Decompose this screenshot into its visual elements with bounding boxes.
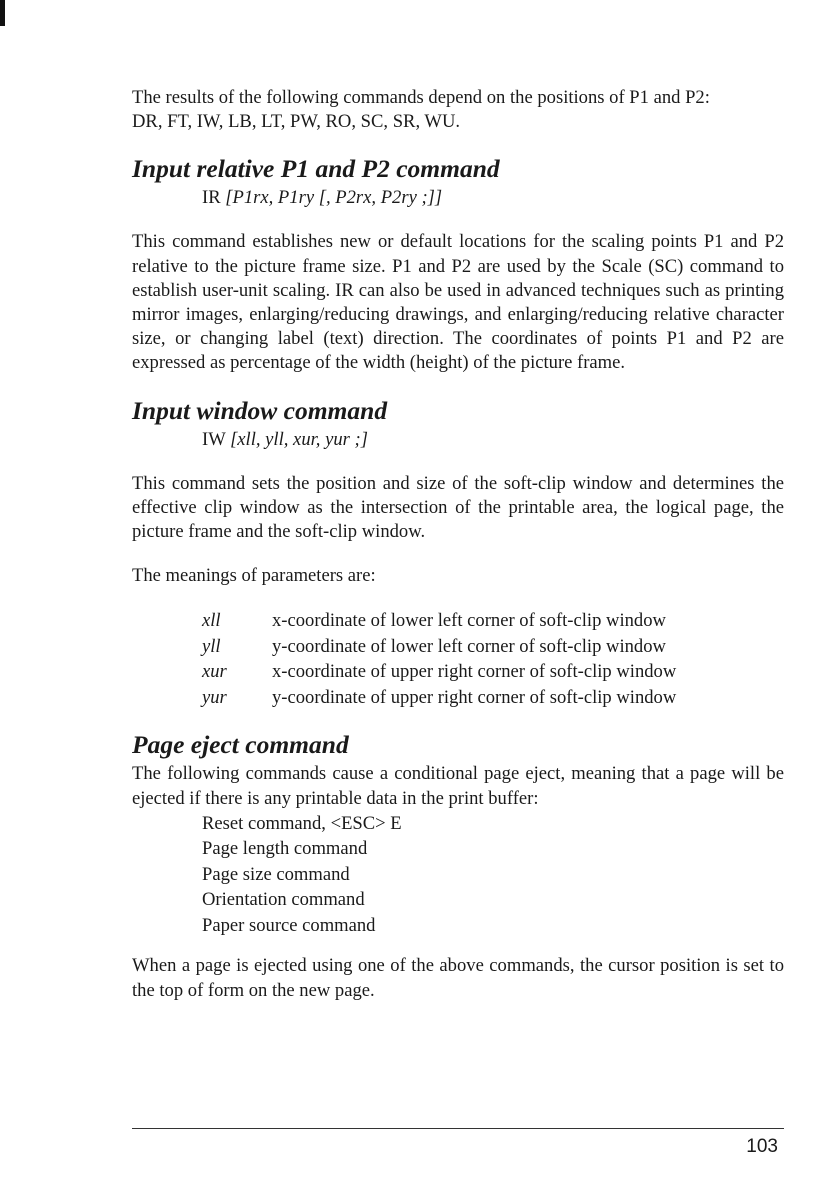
ir-body: This command establishes new or default locations for the scaling points P1 and P2 relative to the picture frame size. P1 and P2 are used by the Scale (SC) command to establish user-unit scaling. IR can also be used in advanced techniques such as printing mirror images, enlarging/reducing drawings, and enlarging/reducing relative character size, or changing label (text) direction. The coordinates of points P1 and P2 are expressed as percentage of the width (height) of the picture frame. — [132, 231, 784, 374]
param-name: yur — [202, 686, 227, 708]
ir-syntax-command: IR — [202, 187, 221, 209]
list-item: Reset command, <ESC> E — [202, 812, 402, 834]
param-desc: x-coordinate of lower left corner of soft-clip window — [272, 610, 666, 632]
param-desc: y-coordinate of lower left corner of soft-clip window — [272, 635, 666, 657]
list-item: Page length command — [202, 838, 368, 860]
iw-body: This command sets the position and size of the soft-clip window and determines the effective clip window as the intersection of the printable area, the logical page, the picture frame and the soft-clip window. — [132, 472, 784, 543]
param-name: yll — [202, 635, 221, 657]
pe-heading: Page eject command — [132, 730, 349, 760]
list-item: Paper source command — [202, 914, 376, 936]
list-item: Orientation command — [202, 889, 365, 911]
param-desc: y-coordinate of upper right corner of soft-clip window — [272, 686, 677, 708]
page-number: 103 — [746, 1136, 778, 1157]
ir-syntax — [202, 186, 784, 210]
iw-heading: Input window command — [132, 395, 388, 425]
param-row — [202, 659, 784, 685]
intro-line-1: The results of the following commands depend on the positions of P1 and P2: — [132, 87, 710, 108]
ir-heading: Input relative P1 and P2 command — [132, 154, 500, 184]
pe-closing: When a page is ejected using one of the above commands, the cursor position is set to the top of form on the new page. — [132, 955, 784, 1001]
param-desc: x-coordinate of upper right corner of soft-clip window — [272, 661, 677, 683]
list-item: Page size command — [202, 863, 350, 885]
scan-edge-mark — [0, 0, 5, 26]
ir-syntax-args: [P1rx, P1ry [, P2rx, P2ry ;]] — [225, 187, 443, 209]
intro-paragraph — [132, 86, 784, 134]
iw-params-intro: The meanings of parameters are: — [132, 565, 376, 587]
intro-line-2: DR, FT, IW, LB, LT, PW, RO, SC, SR, WU. — [132, 111, 461, 133]
param-name: xur — [202, 661, 227, 683]
footer-rule — [132, 1128, 784, 1129]
pe-body: The following commands cause a conditional page eject, meaning that a page will be ejected if there is any printable data in the print buffer: — [132, 763, 784, 809]
pe-command-list — [202, 811, 784, 939]
document-page — [132, 86, 784, 1003]
iw-syntax-command: IW — [202, 428, 226, 450]
param-row — [202, 685, 784, 711]
param-row — [202, 608, 784, 634]
param-name: xll — [202, 610, 221, 632]
iw-params-list — [202, 608, 784, 710]
iw-syntax — [202, 428, 784, 452]
param-row — [202, 634, 784, 660]
iw-syntax-args: [xll, yll, xur, yur ;] — [230, 428, 368, 450]
